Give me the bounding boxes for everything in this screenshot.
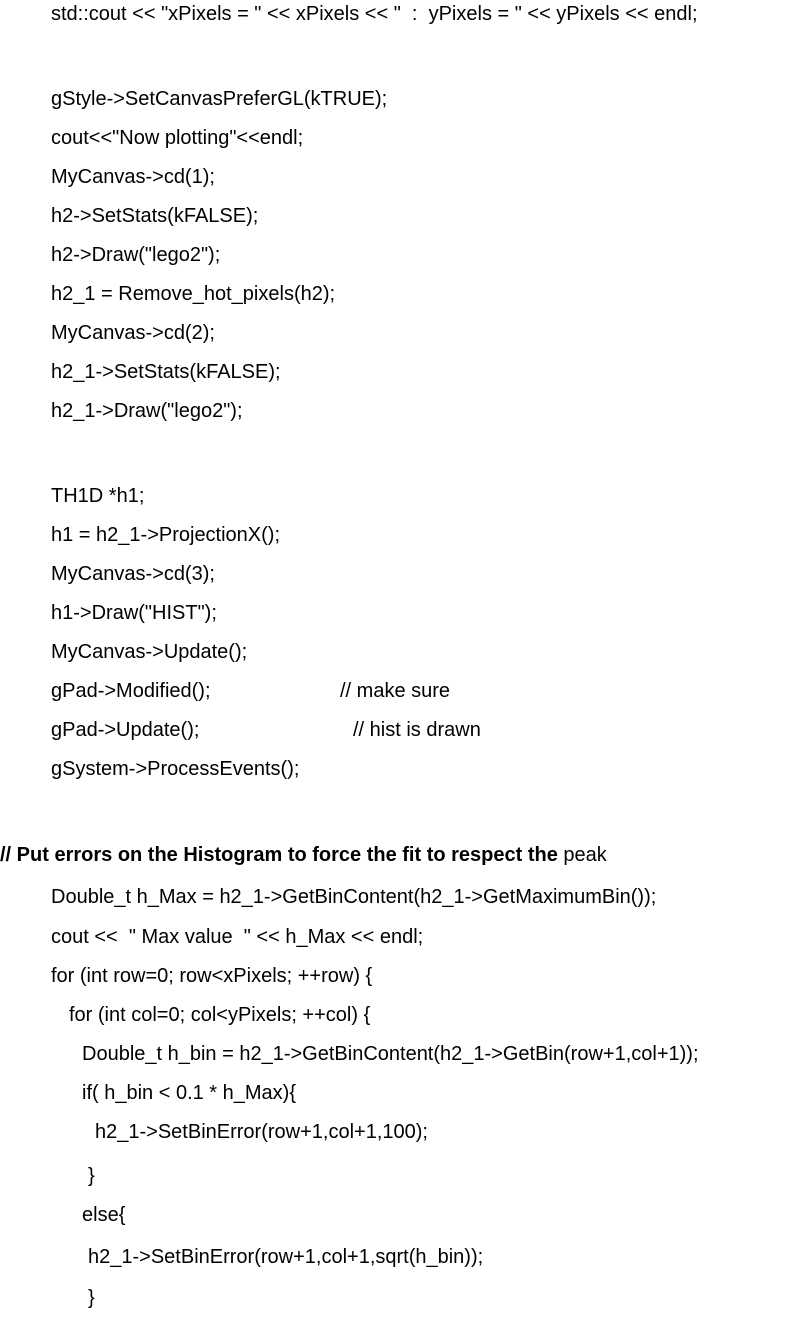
section-comment-bold: // Put errors on the Histogram to force the fit to respect the [0, 844, 564, 866]
code-line: MyCanvas->Update(); [51, 641, 248, 663]
code-line: Double_t h_Max = h2_1->GetBinContent(h2_1->GetMaximumBin()); [51, 886, 657, 908]
code-line: h2_1->SetBinError(row+1,col+1,sqrt(h_bin)); [88, 1246, 484, 1268]
code-line: h2_1->Draw("lego2"); [51, 400, 243, 422]
code-line: h2_1->SetBinError(row+1,col+1,100); [95, 1121, 428, 1143]
code-line: else{ [82, 1204, 126, 1226]
code-line: gSystem->ProcessEvents(); [51, 758, 300, 780]
code-comment: // hist is drawn [353, 719, 481, 741]
code-line: h1 = h2_1->ProjectionX(); [51, 524, 281, 546]
code-line: h2_1 = Remove_hot_pixels(h2); [51, 283, 336, 305]
code-line: std::cout << "xPixels = " << xPixels << " : yPixels = " << yPixels << endl; [51, 3, 698, 25]
code-line: MyCanvas->cd(1); [51, 166, 215, 188]
code-line: Double_t h_bin = h2_1->GetBinContent(h2_1->GetBin(row+1,col+1)); [82, 1043, 699, 1065]
code-line: MyCanvas->cd(3); [51, 563, 215, 585]
code-line: for (int row=0; row<xPixels; ++row) { [51, 965, 373, 987]
code-comment: // make sure [340, 680, 451, 702]
code-line: if( h_bin < 0.1 * h_Max){ [82, 1082, 297, 1104]
code-line: MyCanvas->cd(2); [51, 322, 215, 344]
code-line: h2_1->SetStats(kFALSE); [51, 361, 281, 383]
section-comment [0, 843, 607, 867]
code-line: TH1D *h1; [51, 485, 145, 507]
code-line: h2->Draw("lego2"); [51, 244, 221, 266]
code-line: cout << " Max value " << h_Max << endl; [51, 926, 424, 948]
code-line: cout<<"Now plotting"<<endl; [51, 127, 304, 149]
code-line: } [88, 1165, 95, 1187]
code-line: h1->Draw("HIST"); [51, 602, 217, 624]
code-line: } [88, 1287, 95, 1309]
code-line: gStyle->SetCanvasPreferGL(kTRUE); [51, 88, 388, 110]
code-line: gPad->Modified(); [51, 680, 211, 702]
section-comment-tail: peak [563, 844, 607, 866]
code-line: for (int col=0; col<yPixels; ++col) { [69, 1004, 371, 1026]
code-line: gPad->Update(); [51, 719, 200, 741]
code-line: h2->SetStats(kFALSE); [51, 205, 259, 227]
